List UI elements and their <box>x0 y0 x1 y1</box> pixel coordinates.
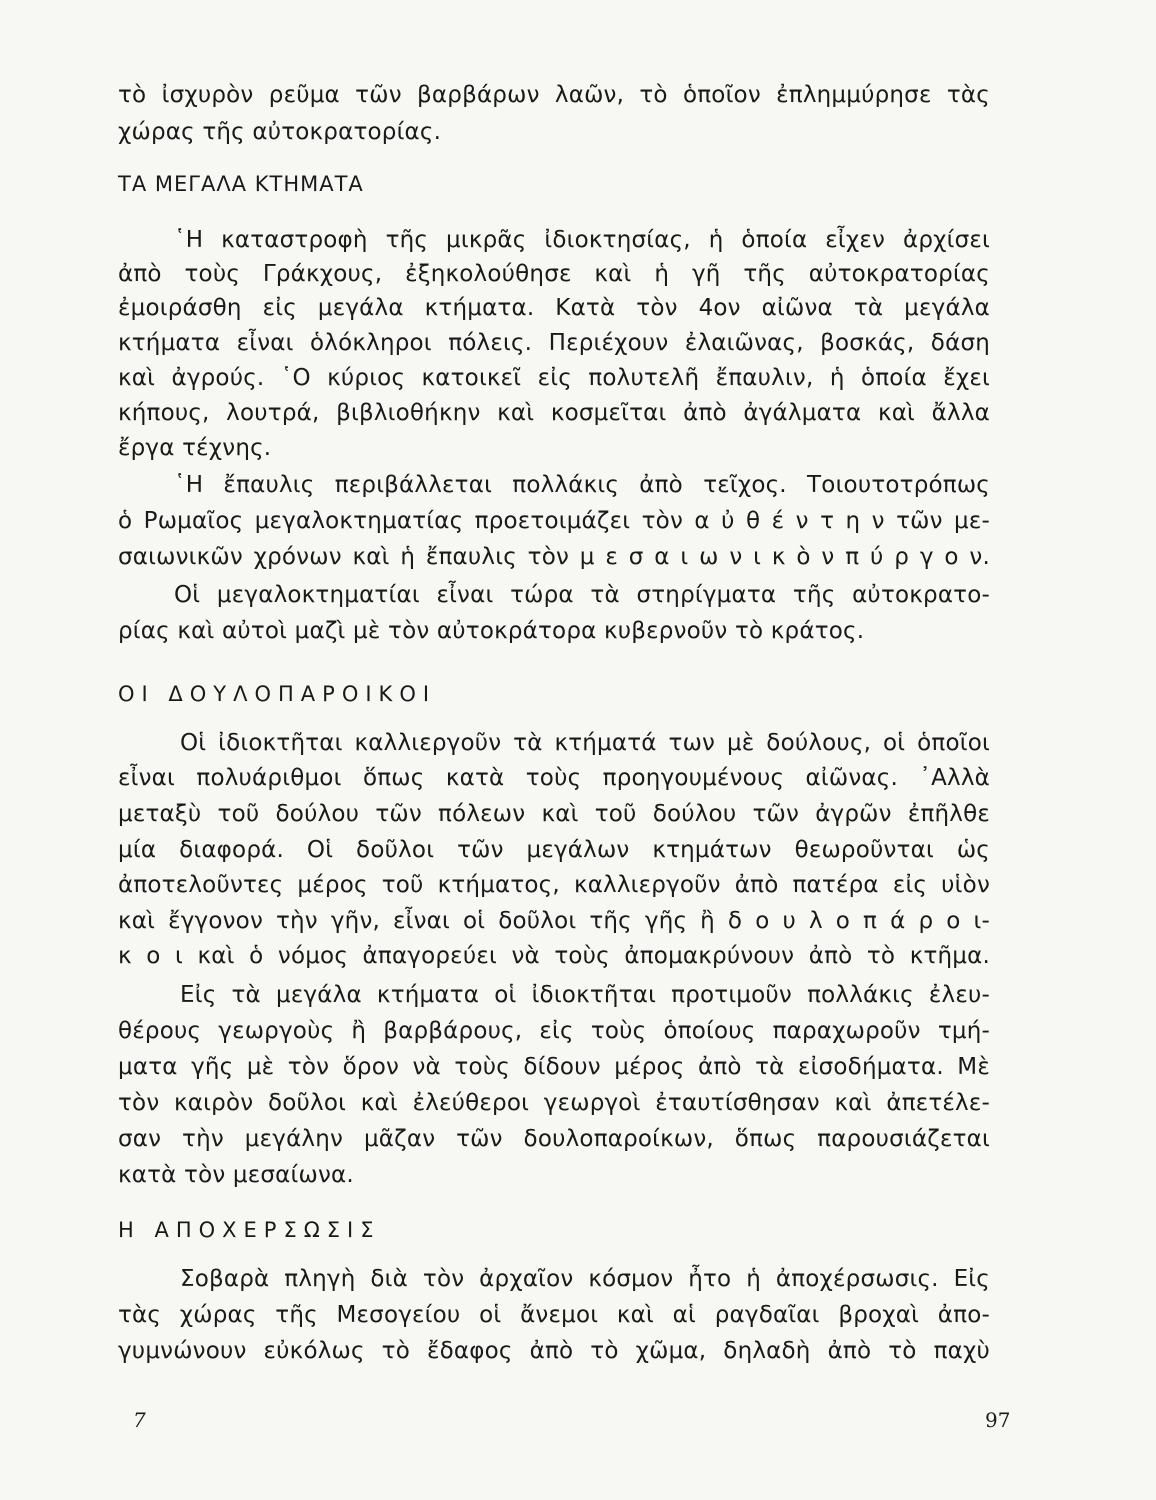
text-line: ὁ Ρωμαῖος μεγαλοκτηματίας προετοιμάζει τὸν α ὐ θ έ ν τ η ν τῶν με- <box>118 508 990 534</box>
text-line: ρίας καὶ αὐτοὶ μαζὶ μὲ τὸν αὐτοκράτορα κυβερνοῦν τὸ κράτος. <box>118 618 865 644</box>
text-line: θέρους γεωργοὺς ἢ βαρβάρους, εἰς τοὺς ὁποίους παραχωροῦν τμή- <box>118 1018 990 1044</box>
text-line: ἀποτελοῦντες μέρος τοῦ κτήματος, καλλιεργοῦν ἀπὸ πατέρα εἰς υἱὸν <box>118 872 990 898</box>
text-line: τὸν καιρὸν δοῦλοι καὶ ἐλεύθεροι γεωργοὶ ἐταυτίσθησαν καὶ ἀπετέλε- <box>118 1090 990 1116</box>
page-number: 97 <box>985 1408 1011 1432</box>
text-line: σαν τὴν μεγάλην μᾶζαν τῶν δουλοπαροίκων, ὅπως παρουσιάζεται <box>118 1126 990 1152</box>
section-heading-deforestation: Η ΑΠΟΧΕΡΣΩΣΙΣ <box>118 1218 381 1242</box>
text-line: μεταξὺ τοῦ δούλου τῶν πόλεων καὶ τοῦ δούλου τῶν ἀγρῶν ἐπῆλθε <box>118 801 990 827</box>
text-line: μία διαφορά. Οἱ δοῦλοι τῶν μεγάλων κτημάτων θεωροῦνται ὡς <box>118 837 990 863</box>
text-line: χώρας τῆς αὐτοκρατορίας. <box>118 119 442 145</box>
text-line: Οἱ μεγαλοκτηματίαι εἶναι τώρα τὰ στηρίγματα τῆς αὐτοκρατο- <box>174 582 990 608</box>
text-line: τὰς χώρας τῆς Μεσογείου οἱ ἄνεμοι καὶ αἱ ραγδαῖαι βροχαὶ ἀπο- <box>118 1302 990 1328</box>
text-line: καὶ ἀγρούς. ῾Ο κύριος κατοικεῖ εἰς πολυτελῆ ἔπαυλιν, ἡ ὁποία ἔχει <box>118 365 990 391</box>
text-line: γυμνώνουν εὐκόλως τὸ ἔδαφος ἀπὸ τὸ χῶμα, δηλαδὴ ἀπὸ τὸ παχὺ <box>118 1338 990 1364</box>
text-line: ἔργα τέχνης. <box>118 435 272 461</box>
text-line: ῾Η ἔπαυλις περιβάλλεται πολλάκις ἀπὸ τεῖχος. Τοιουτοτρόπως <box>174 472 990 498</box>
signature-mark: 7 <box>133 1408 146 1432</box>
text-line: καὶ ἔγγονον τὴν γῆν, εἶναι οἱ δοῦλοι τῆς γῆς ἢ δ ο υ λ ο π ά ρ ο ι- <box>118 908 990 934</box>
text-line: ματα γῆς μὲ τὸν ὅρον νὰ τοὺς δίδουν μέρος ἀπὸ τὰ εἰσοδήματα. Μὲ <box>118 1054 990 1080</box>
text-line: κατὰ τὸν μεσαίωνα. <box>118 1162 354 1188</box>
text-line: εἶναι πολυάριθμοι ὅπως κατὰ τοὺς προηγουμένους αἰῶνας. ᾿Αλλὰ <box>118 765 990 791</box>
text-line: σαιωνικῶν χρόνων καὶ ἡ ἔπαυλις τὸν μ ε σ α ι ω ν ι κ ὸ ν π ύ ρ γ ο ν. <box>118 544 990 570</box>
text-line: Οἱ ἰδιοκτῆται καλλιεργοῦν τὰ κτήματά των μὲ δούλους, οἱ ὁποῖοι <box>180 730 990 756</box>
text-line: ἐμοιράσθη εἰς μεγάλα κτήματα. Κατὰ τὸν 4ον αἰῶνα τὰ μεγάλα <box>118 295 990 321</box>
section-heading-serfs: ΟΙ ΔΟΥΛΟΠΑΡΟΙΚΟΙ <box>118 682 437 706</box>
text-line: ῾Η καταστροφὴ τῆς μικρᾶς ἰδιοκτησίας, ἡ ὁποία εἶχεν ἀρχίσει <box>174 227 990 253</box>
text-line: τὸ ἰσχυρὸν ρεῦμα τῶν βαρβάρων λαῶν, τὸ ὁποῖον ἐπλημμύρησε τὰς <box>118 82 990 108</box>
text-line: κτήματα εἶναι ὁλόκληροι πόλεις. Περιέχουν ἐλαιῶνας, βοσκάς, δάση <box>118 330 990 356</box>
text-line: Εἰς τὰ μεγάλα κτήματα οἱ ἰδιοκτῆται προτιμοῦν πολλάκις ἐλευ- <box>180 982 990 1008</box>
text-line: Σοβαρὰ πληγὴ διὰ τὸν ἀρχαῖον κόσμον ἦτο ἡ ἀποχέρσωσις. Εἰς <box>180 1266 990 1292</box>
text-line: κ ο ι καὶ ὁ νόμος ἀπαγορεύει νὰ τοὺς ἀπομακρύνουν ἀπὸ τὸ κτῆμα. <box>118 943 990 969</box>
text-line: κήπους, λουτρά, βιβλιοθήκην καὶ κοσμεῖται ἀπὸ ἀγάλματα καὶ ἄλλα <box>118 400 990 426</box>
text-line: ἀπὸ τοὺς Γράκχους, ἐξηκολούθησε καὶ ἡ γῆ τῆς αὐτοκρατορίας <box>118 261 990 287</box>
section-heading-large-estates: ΤΑ ΜΕΓΑΛΑ ΚΤΗΜΑΤΑ <box>118 172 364 196</box>
